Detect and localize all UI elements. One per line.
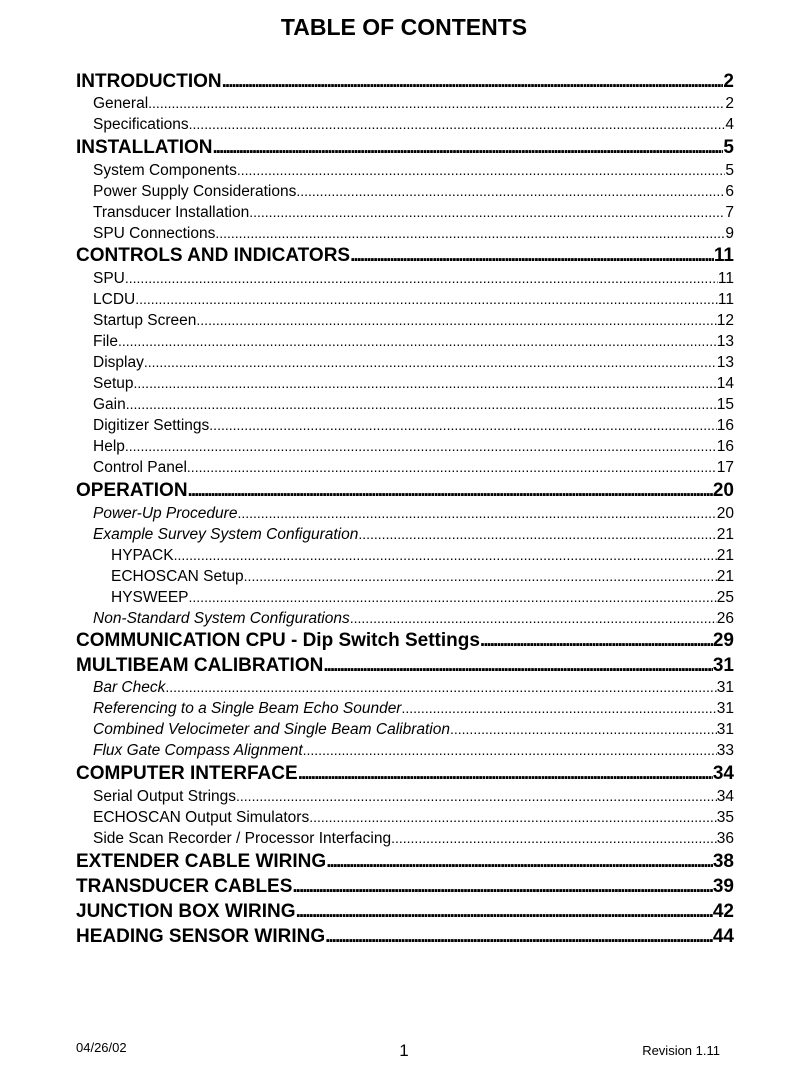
toc-entry-page: 34 [712, 763, 734, 784]
toc-entry-label: Specifications [93, 116, 189, 133]
toc-entry-page: 34 [716, 788, 734, 805]
toc-leader-dots [134, 373, 717, 394]
toc-entry-page: 5 [723, 137, 734, 158]
toc-entry-label: Side Scan Recorder / Processor Interfacing [93, 830, 392, 847]
toc-leader-dots [148, 93, 725, 114]
toc-entry[interactable] [93, 181, 734, 202]
toc-entry-page: 29 [712, 630, 734, 651]
toc-entry[interactable] [76, 479, 734, 503]
toc-entry-label: EXTENDER CABLE WIRING [76, 851, 327, 872]
toc-entry-page: 2 [723, 71, 734, 92]
toc-entry[interactable] [93, 289, 734, 310]
toc-entry-label: ECHOSCAN Output Simulators [93, 809, 310, 826]
toc-entry-label: File [93, 333, 118, 350]
toc-entry[interactable] [93, 352, 734, 373]
toc-entry-label: LCDU [93, 291, 136, 308]
toc-leader-dots [187, 457, 717, 478]
toc-entry[interactable] [76, 925, 734, 949]
toc-leader-dots [303, 740, 717, 761]
toc-entry-page: 31 [716, 700, 734, 717]
toc-entry-page: 11 [717, 291, 734, 308]
toc-entry-page: 36 [716, 830, 734, 847]
toc-entry[interactable] [76, 70, 734, 94]
toc-entry[interactable] [76, 900, 734, 924]
toc-entry-page: 44 [712, 926, 734, 947]
toc-entry-page: 31 [712, 655, 734, 676]
toc-entry-page: 20 [716, 505, 734, 522]
toc-entry-label: SPU [93, 270, 125, 287]
toc-entry[interactable] [93, 719, 734, 740]
toc-entry[interactable] [93, 114, 734, 135]
toc-leader-dots [196, 310, 716, 331]
toc-entry-label: System Components [93, 162, 237, 179]
toc-entry-label: HYPACK [111, 547, 174, 564]
toc-leader-dots [298, 762, 713, 786]
toc-entry-label: Bar Check [93, 679, 166, 696]
toc-leader-dots [215, 223, 725, 244]
toc-entry-page: 31 [716, 679, 734, 696]
toc-entry[interactable] [93, 160, 734, 181]
toc-entry-page: 11 [713, 245, 734, 266]
toc-entry[interactable] [76, 136, 734, 160]
toc-entry-label: INTRODUCTION [76, 71, 222, 92]
toc-entry-page: 12 [716, 312, 734, 329]
toc-entry[interactable] [93, 202, 734, 223]
toc-entry[interactable] [93, 807, 734, 828]
toc-leader-dots [296, 181, 725, 202]
toc-leader-dots [209, 415, 716, 436]
toc-entry-label: Startup Screen [93, 312, 197, 329]
toc-entry[interactable] [76, 629, 734, 653]
toc-entry-page: 33 [716, 742, 734, 759]
toc-leader-dots [326, 850, 713, 874]
toc-leader-dots [450, 719, 717, 740]
toc-entry-label: MULTIBEAM CALIBRATION [76, 655, 324, 676]
toc-entry-label: Serial Output Strings [93, 788, 237, 805]
toc-leader-dots [125, 436, 717, 457]
toc-leader-dots [292, 875, 712, 899]
toc-entry-label: Display [93, 354, 144, 371]
toc-leader-dots [135, 289, 718, 310]
toc-entry-page: 21 [716, 526, 734, 543]
toc-leader-dots [188, 479, 713, 503]
toc-leader-dots [237, 503, 716, 524]
toc-entry-label: Combined Velocimeter and Single Beam Calibration [93, 721, 450, 738]
toc-entry-label: Setup [93, 375, 134, 392]
toc-leader-dots [189, 587, 717, 608]
toc-leader-dots [126, 394, 717, 415]
toc-entry[interactable] [93, 373, 734, 394]
toc-entry[interactable] [93, 740, 734, 761]
toc-entry[interactable] [111, 545, 734, 566]
toc-entry[interactable] [93, 415, 734, 436]
toc-entry[interactable] [93, 93, 734, 114]
toc-entry-page: 16 [716, 438, 734, 455]
toc-entry-page: 42 [712, 901, 734, 922]
toc-entry[interactable] [76, 244, 734, 268]
toc-entry-page: 21 [716, 568, 734, 585]
toc-entry-label: Example Survey System Configuration [93, 526, 359, 543]
toc-entry-label: Flux Gate Compass Alignment [93, 742, 303, 759]
toc-entry-page: 25 [716, 589, 734, 606]
toc-entry-label: CONTROLS AND INDICATORS [76, 245, 351, 266]
toc-entry[interactable] [93, 524, 734, 545]
toc-leader-dots [391, 828, 717, 849]
page-title: TABLE OF CONTENTS [280, 14, 528, 40]
toc-entry-page: 31 [716, 721, 734, 738]
toc-leader-dots [309, 807, 717, 828]
toc-entry-page: 13 [716, 333, 734, 350]
toc-entry[interactable] [76, 850, 734, 874]
toc-entry-label: JUNCTION BOX WIRING [76, 901, 296, 922]
footer-page-number: 1 [399, 1041, 409, 1060]
toc-entry[interactable] [93, 223, 734, 244]
toc-entry-label: Power-Up Procedure [93, 505, 238, 522]
toc-leader-dots [244, 566, 717, 587]
toc-entry-page: 21 [716, 547, 734, 564]
toc-entry-page: 5 [725, 162, 734, 179]
toc-leader-dots [189, 114, 726, 135]
toc-entry-label: COMPUTER INTERFACE [76, 763, 298, 784]
toc-leader-dots [165, 677, 716, 698]
toc-leader-dots [144, 352, 717, 373]
toc-entry-page: 39 [712, 876, 734, 897]
toc-entry-page: 38 [712, 851, 734, 872]
footer-date: 04/26/02 [76, 1040, 127, 1055]
toc-entry-label: Gain [93, 396, 126, 413]
toc-entry[interactable] [76, 762, 734, 786]
toc-entry-label: TRANSDUCER CABLES [76, 876, 293, 897]
toc-entry[interactable] [93, 268, 734, 289]
toc-entry[interactable] [93, 436, 734, 457]
toc-leader-dots [125, 268, 718, 289]
toc-entry-page: 26 [716, 610, 734, 627]
toc-leader-dots [325, 925, 713, 949]
toc-entry[interactable] [93, 698, 734, 719]
toc-leader-dots [350, 608, 717, 629]
toc-entry-label: OPERATION [76, 480, 188, 501]
toc-entry-label: SPU Connections [93, 225, 216, 242]
toc-leader-dots [222, 70, 724, 94]
toc-entry[interactable] [111, 566, 734, 587]
toc-entry-page: 14 [716, 375, 734, 392]
toc-entry-label: Help [93, 438, 125, 455]
toc-entry-label: Transducer Installation [93, 204, 250, 221]
toc-entry[interactable] [93, 503, 734, 524]
toc-entry[interactable] [93, 331, 734, 352]
toc-entry-page: 2 [725, 95, 734, 112]
toc-entry-label: ECHOSCAN Setup [111, 568, 244, 585]
toc-leader-dots [237, 160, 726, 181]
toc-leader-dots [480, 629, 713, 653]
footer-revision: Revision 1.11 [642, 1043, 720, 1058]
toc-entry-label: Referencing to a Single Beam Echo Sounder [93, 700, 402, 717]
toc-leader-dots [249, 202, 725, 223]
toc-leader-dots [401, 698, 716, 719]
toc-leader-dots [118, 331, 717, 352]
toc-leader-dots [323, 654, 713, 678]
toc-entry-page: 35 [716, 809, 734, 826]
toc-entry-label: Non-Standard System Configurations [93, 610, 350, 627]
toc-entry-page: 15 [716, 396, 734, 413]
toc-entry-page: 16 [716, 417, 734, 434]
toc-entry-label: COMMUNICATION CPU - Dip Switch Settings [76, 630, 480, 651]
toc-entry-label: General [93, 95, 149, 112]
toc-entry-label: Control Panel [93, 459, 187, 476]
toc-entry-page: 11 [717, 270, 734, 287]
toc-leader-dots [350, 244, 714, 268]
toc-entry[interactable] [93, 310, 734, 331]
toc-entry-label: HEADING SENSOR WIRING [76, 926, 326, 947]
toc-entry-page: 7 [725, 204, 734, 221]
toc-entry[interactable] [93, 786, 734, 807]
toc-entry-page: 6 [725, 183, 734, 200]
toc-entry-page: 17 [716, 459, 734, 476]
toc-entry-label: Power Supply Considerations [93, 183, 297, 200]
toc-entry[interactable] [93, 677, 734, 698]
toc-entry-label: INSTALLATION [76, 137, 213, 158]
toc-entry[interactable] [93, 457, 734, 478]
toc-entry[interactable] [76, 875, 734, 899]
toc-entry-page: 4 [725, 116, 734, 133]
toc-entry[interactable] [93, 608, 734, 629]
toc-entry-page: 9 [725, 225, 734, 242]
toc-leader-dots [296, 900, 713, 924]
toc-leader-dots [358, 524, 716, 545]
toc-entry-page: 13 [716, 354, 734, 371]
toc-leader-dots [213, 136, 724, 160]
toc-entry-label: Digitizer Settings [93, 417, 210, 434]
toc-entry-page: 20 [712, 480, 734, 501]
toc-entry-label: HYSWEEP [111, 589, 189, 606]
toc-entry[interactable] [93, 394, 734, 415]
toc-entry[interactable] [111, 587, 734, 608]
toc-leader-dots [174, 545, 717, 566]
toc-leader-dots [236, 786, 717, 807]
toc-entry[interactable] [76, 654, 734, 678]
toc-entry[interactable] [93, 828, 734, 849]
